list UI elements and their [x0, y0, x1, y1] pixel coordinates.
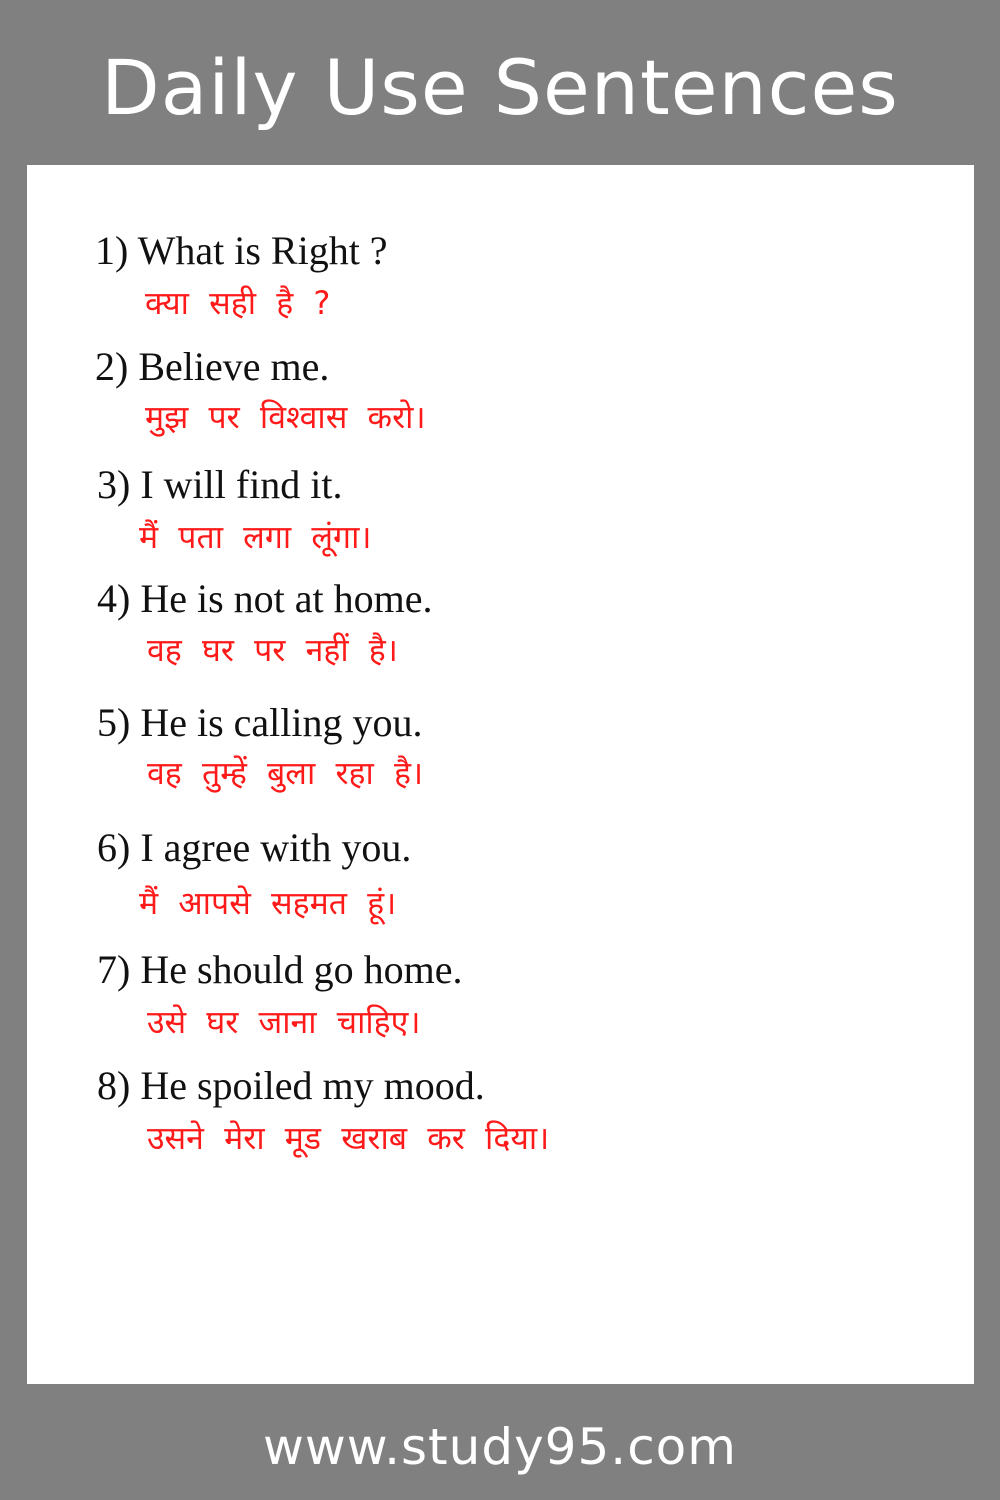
- english-sentence: 6) I agree with you.: [97, 825, 412, 870]
- english-sentence: 5) He is calling you.: [97, 700, 423, 745]
- english-sentence: 3) I will find it.: [97, 462, 343, 507]
- hindi-translation: वह घर पर नहीं है।: [147, 631, 398, 669]
- page-title: Daily Use Sentences: [101, 43, 899, 132]
- english-sentence: 2) Believe me.: [95, 344, 330, 389]
- english-sentence: 7) He should go home.: [97, 947, 463, 992]
- english-sentence: 8) He spoiled my mood.: [97, 1063, 485, 1108]
- hindi-translation: मैं आपसे सहमत हूं।: [139, 884, 397, 922]
- english-sentence: 1) What is Right ?: [95, 228, 388, 273]
- hindi-translation: उसने मेरा मूड खराब कर दिया।: [147, 1119, 550, 1157]
- hindi-translation: मुझ पर विश्वास करो।: [145, 398, 426, 436]
- hindi-translation: क्या सही है ?: [145, 284, 331, 322]
- website-url: www.study95.com: [263, 1418, 737, 1476]
- english-sentence: 4) He is not at home.: [97, 576, 433, 621]
- hindi-translation: वह तुम्हें बुला रहा है।: [147, 754, 424, 792]
- hindi-translation: मैं पता लगा लूंगा।: [139, 518, 372, 556]
- hindi-translation: उसे घर जाना चाहिए।: [147, 1003, 421, 1041]
- sentence-panel: [27, 165, 974, 1384]
